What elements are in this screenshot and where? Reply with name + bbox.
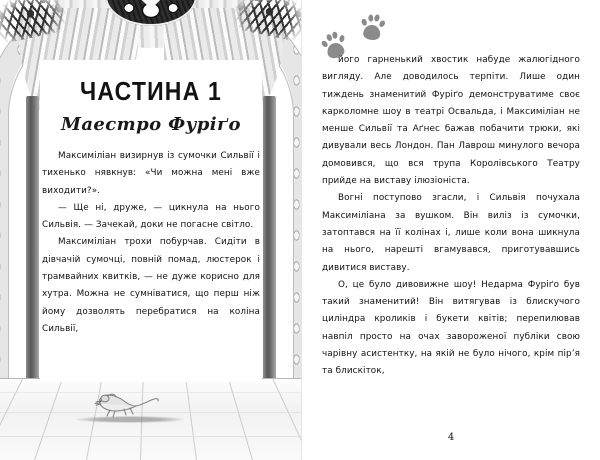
paragraph: О, це було дивовижне шоу! Недарма Фуріґо був такий знаменитий! Він витягував із блискучого циліндра кроликів і букети квітів; перепилював навпіл просто на очах заворoженої публіки свою чарівну асистентку, на якій не було нічого, крім пір’я та блискіток, [322,279,580,377]
chapter-heading-block [40,78,262,135]
paragraph: — Ще ні, друже, — цикнула на нього Сильвія. — Зачекай, доки не погасне світло. [42,202,260,231]
floor-plank [151,378,302,443]
paw-toe [339,35,345,43]
paragraph: Вогні поступово згасли, і Сильвія почухала Максиміліана за вушком. Він виліз із сумочки, затоптався на її колінах і, лише коли вона шикнула на нього, нарешті вгамувався, приготувавшись дивитися виставу. [322,193,580,273]
left-body-text [42,148,260,338]
chapter-subtitle: Маестро Фуріґо [61,114,241,135]
stage-pillar-left [26,96,39,388]
paw-pad [362,24,381,41]
paw-print-icon [358,12,388,43]
page-number: 4 [447,432,455,443]
paragraph: Максиміліан трохи побурчав. Сидіти в дівчачій сумочці, повній помад, люстерок і трамвайних квитків, — не дуже корисно для хутра. Можна не сумніватися, що перш ніж йому дозволять перебратися на коліна Сильвії, [42,237,260,334]
chapter-title: ЧАСТИНА 1 [79,76,223,106]
right-body-text [322,52,580,381]
running-mouse-illustration [88,388,160,418]
heart-shape-icon [142,0,160,9]
floor-seam [0,436,302,437]
paragraph: Максиміліан визирнув із сумочки Сильвії і тихенько нявкнув: «Чи можна мені вже виходити?». [42,151,260,196]
paw-toe [378,19,386,28]
paw-toe [368,15,373,22]
stage-pillar-right [263,96,276,388]
right-page [302,0,600,460]
paw-toe [374,14,381,22]
left-text-panel [40,60,262,382]
paragraph: його гарненький хвостик набуде жалюгідного вигляду. Але доводилось терпіти. Лише один тиждень знаменитий Фуріґо демонструватиме своє карколомне шоу в театрі Освальда, і Максиміліан не менше Сильвії та Аґнес бажав побачити трюки, які дивували весь Лондон. Пан Лаврош минулого вечора домовився, що вся трупа Королівського Театру прийде на виставу ілюзіоніста. [322,55,580,187]
paw-toe [332,31,338,38]
